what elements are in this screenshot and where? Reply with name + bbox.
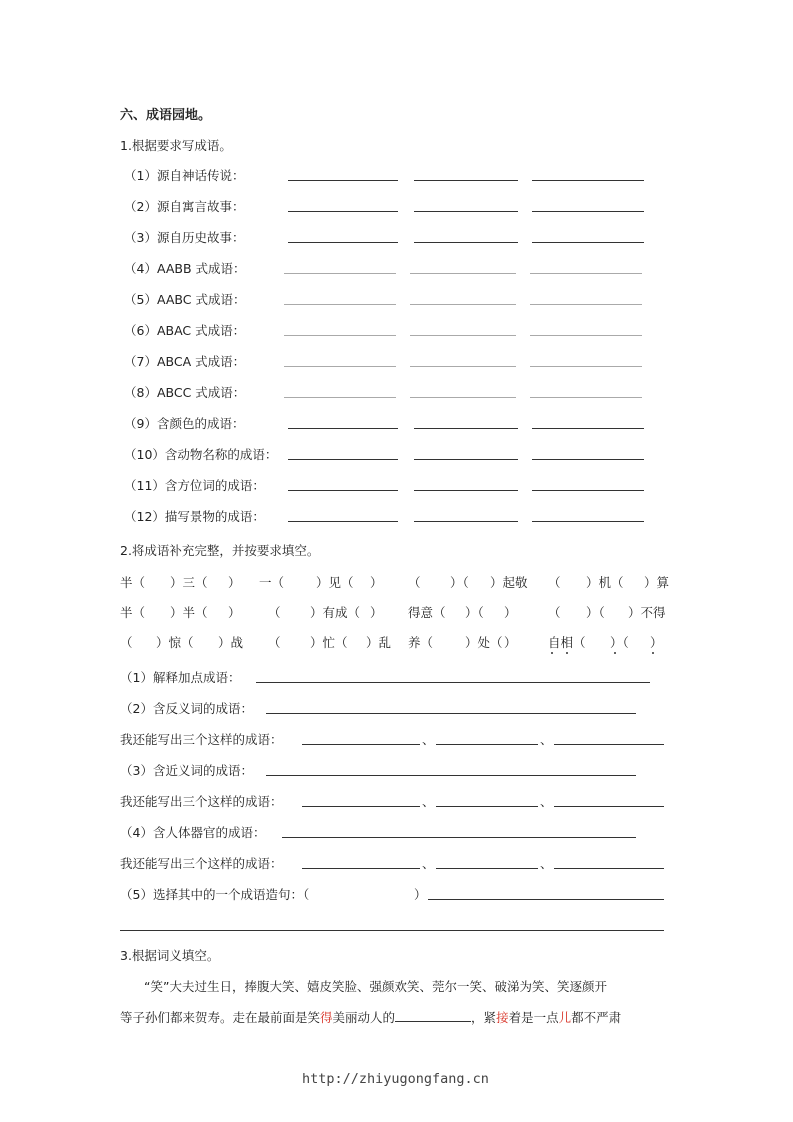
text: 等子孙们都来贺寿。走在最前面是笑 xyxy=(120,1010,321,1025)
q1-item-label: （6）ABAC 式成语： xyxy=(124,323,246,338)
idiom-fragment: ）战 xyxy=(218,635,244,650)
answer-line[interactable] xyxy=(414,521,518,522)
answer-line[interactable] xyxy=(284,397,396,398)
idiom-fragment: 得意（ xyxy=(408,605,446,620)
separator: 、 xyxy=(422,732,435,747)
answer-line[interactable] xyxy=(530,397,642,398)
q1-item-label: （12）描写景物的成语： xyxy=(124,509,265,524)
text: 都不严肃 xyxy=(571,1010,622,1025)
answer-line[interactable] xyxy=(288,521,398,522)
q3-paragraph-line-2 xyxy=(120,1008,621,1026)
answer-line[interactable] xyxy=(530,273,642,274)
idiom-fragment: ）起敬 xyxy=(490,575,528,590)
idiom-fragment: ） xyxy=(504,635,517,650)
idiom-row-3 xyxy=(120,633,672,651)
idiom-fragment: ）半（ xyxy=(170,605,208,620)
text: 着是一点 xyxy=(508,1010,559,1025)
answer-line[interactable] xyxy=(532,180,644,181)
idiom-fragment: ）（ xyxy=(465,605,484,620)
answer-line[interactable] xyxy=(414,242,518,243)
idiom-fragment: ） xyxy=(228,605,241,620)
answer-line[interactable] xyxy=(282,837,636,838)
answer-line[interactable] xyxy=(410,273,516,274)
answer-line[interactable] xyxy=(532,521,644,522)
answer-line[interactable] xyxy=(414,459,518,460)
idiom-fragment: 半（ xyxy=(120,575,146,590)
answer-line[interactable] xyxy=(266,775,636,776)
separator: 、 xyxy=(540,794,553,809)
idiom-fragment: ）处（ xyxy=(465,635,503,650)
answer-line[interactable] xyxy=(302,868,420,869)
more-label: 我还能写出三个这样的成语： xyxy=(120,856,283,871)
idiom-fragment: ）算 xyxy=(644,575,670,590)
separator: 、 xyxy=(540,732,553,747)
answer-line[interactable] xyxy=(284,304,396,305)
answer-line[interactable] xyxy=(414,180,518,181)
q1-item-label: （11）含方位词的成语： xyxy=(124,478,265,493)
answer-line[interactable] xyxy=(288,211,398,212)
idiom-fragment: （ xyxy=(268,635,281,650)
answer-line[interactable] xyxy=(530,335,642,336)
answer-line[interactable] xyxy=(288,459,398,460)
more-label: 我还能写出三个这样的成语： xyxy=(120,794,283,809)
idiom-fragment: （ xyxy=(268,605,281,620)
section-title: 六、成语园地。 xyxy=(120,108,212,123)
emphasis-dot xyxy=(614,652,616,654)
answer-line[interactable] xyxy=(554,744,664,745)
answer-line[interactable] xyxy=(284,273,396,274)
answer-line[interactable] xyxy=(288,490,398,491)
idiom-fragment: ） xyxy=(504,605,517,620)
idiom-fragment: 半（ xyxy=(120,605,146,620)
separator: 、 xyxy=(422,794,435,809)
idiom-fragment: ） xyxy=(370,605,383,620)
idiom-fragment: ）三（ xyxy=(170,575,208,590)
q1-item-label: （3）源自历史故事： xyxy=(124,230,245,245)
answer-line[interactable] xyxy=(288,242,398,243)
answer-line[interactable] xyxy=(428,899,664,900)
idiom-fragment: 自相（ xyxy=(548,635,586,650)
separator: 、 xyxy=(422,856,435,871)
answer-line[interactable] xyxy=(532,459,644,460)
idiom-fragment: 养（ xyxy=(408,635,434,650)
answer-line[interactable] xyxy=(266,713,636,714)
idiom-fragment: （ xyxy=(120,635,133,650)
answer-line[interactable] xyxy=(410,304,516,305)
text: ，紧 xyxy=(471,1010,497,1025)
answer-line[interactable] xyxy=(414,211,518,212)
q1-item-label: （1）源自神话传说： xyxy=(124,168,245,183)
idiom-fragment: ）有成（ xyxy=(310,605,361,620)
answer-line[interactable] xyxy=(410,335,516,336)
q1-item-label: （4）AABB 式成语： xyxy=(124,261,246,276)
answer-line[interactable] xyxy=(436,744,538,745)
idiom-fragment: ）（ xyxy=(450,575,469,590)
idiom-fragment: ）见（ xyxy=(316,575,354,590)
idiom-fragment: （ xyxy=(408,575,421,590)
q1-item-label: （5）AABC 式成语： xyxy=(124,292,246,307)
idiom-fragment: ）忙（ xyxy=(310,635,348,650)
idiom-fragment: ）（ xyxy=(610,635,629,650)
highlight-char: 儿 xyxy=(558,1010,572,1025)
answer-line[interactable] xyxy=(532,428,644,429)
idiom-fragment: ）不得 xyxy=(628,605,666,620)
answer-line[interactable] xyxy=(284,335,396,336)
answer-line[interactable] xyxy=(302,806,420,807)
answer-line[interactable] xyxy=(532,490,644,491)
q1-item-label: （8）ABCC 式成语： xyxy=(124,385,246,400)
q3-title: 3.根据词义填空。 xyxy=(120,948,220,963)
answer-line[interactable] xyxy=(554,806,664,807)
idiom-fragment: ）乱 xyxy=(366,635,392,650)
more-label: 我还能写出三个这样的成语： xyxy=(120,732,283,747)
separator: 、 xyxy=(540,856,553,871)
q3-paragraph-line-1: “笑”大夫过生日，捧腹大笑、嬉皮笑脸、强颜欢笑、莞尔一笑、破涕为笑、笑逐颜开 xyxy=(144,979,607,994)
answer-line[interactable] xyxy=(256,682,650,683)
emphasis-dot xyxy=(652,652,654,654)
answer-line[interactable] xyxy=(532,211,644,212)
text: 美丽动人的 xyxy=(332,1010,396,1025)
idiom-fragment: （ xyxy=(548,605,561,620)
q1-title: 1.根据要求写成语。 xyxy=(120,138,232,153)
answer-line[interactable] xyxy=(288,428,398,429)
idiom-row-2 xyxy=(120,603,672,621)
idiom-row-1 xyxy=(120,573,672,591)
idiom-fragment: ）机（ xyxy=(586,575,624,590)
answer-blank[interactable] xyxy=(395,1009,471,1022)
sub1-label: （1）解释加点成语： xyxy=(120,670,241,685)
highlight-char: 得 xyxy=(320,1010,333,1025)
footer-url[interactable]: http://zhiyugongfang.cn xyxy=(302,1071,489,1087)
answer-line[interactable] xyxy=(436,806,538,807)
answer-line[interactable] xyxy=(288,180,398,181)
answer-line[interactable] xyxy=(532,242,644,243)
emphasis-dot xyxy=(551,652,553,654)
sub5-label: （5）选择其中的一个成语造句：（ xyxy=(120,887,310,902)
answer-line[interactable] xyxy=(436,868,538,869)
answer-line[interactable] xyxy=(302,744,420,745)
answer-line[interactable] xyxy=(414,428,518,429)
sub3-label: （3）含近义词的成语： xyxy=(120,763,253,778)
q1-item-label: （9）含颜色的成语： xyxy=(124,416,245,431)
idiom-fragment: 一（ xyxy=(259,575,285,590)
answer-line[interactable] xyxy=(410,366,516,367)
idiom-fragment: ） xyxy=(370,575,383,590)
answer-line[interactable] xyxy=(410,397,516,398)
idiom-fragment: ）（ xyxy=(586,605,605,620)
idiom-fragment: ） xyxy=(228,575,241,590)
emphasis-dot xyxy=(566,652,568,654)
answer-line[interactable] xyxy=(284,366,396,367)
idiom-fragment: （ xyxy=(548,575,561,590)
answer-line[interactable] xyxy=(414,490,518,491)
q1-item-label: （7）ABCA 式成语： xyxy=(124,354,246,369)
q2-title: 2.将成语补充完整，并按要求填空。 xyxy=(120,543,320,558)
idiom-fragment: ） xyxy=(650,635,663,650)
answer-line[interactable] xyxy=(530,366,642,367)
answer-line[interactable] xyxy=(530,304,642,305)
highlight-char: 接 xyxy=(496,1010,509,1025)
idiom-fragment: ）惊（ xyxy=(156,635,194,650)
q1-item-label: （2）源自寓言故事： xyxy=(124,199,245,214)
sub2-label: （2）含反义词的成语： xyxy=(120,701,253,716)
sub4-label: （4）含人体器官的成语： xyxy=(120,825,266,840)
answer-line[interactable] xyxy=(554,868,664,869)
q1-item-label: （10）含动物名称的成语： xyxy=(124,447,278,462)
sub5-close-paren: ） xyxy=(414,887,427,902)
answer-line[interactable] xyxy=(120,930,664,931)
